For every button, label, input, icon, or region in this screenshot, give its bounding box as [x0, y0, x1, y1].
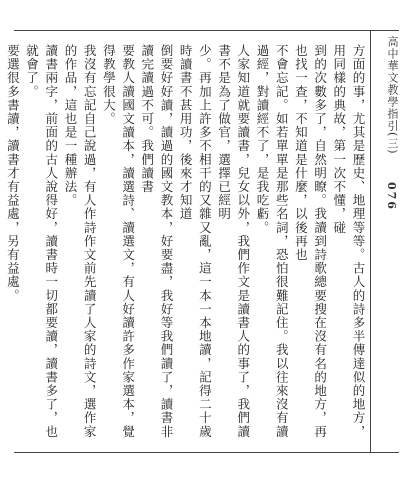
text-column: 要教人讀國文讀本，讀選詩、讀選文，有人好讀許多作家選本，覺得教學很大。 [101, 44, 136, 439]
text-column: 要選很多書讀，讀書才有益處，另有益處。 [5, 44, 21, 303]
text-column [0, 44, 3, 444]
text-column: 我沒有忘記自己說過，有人作詩作文前先讀了人家的詩文，選作家的作品，這也是一種辦法。 [62, 44, 98, 439]
top-rule [14, 30, 399, 31]
text-column: 讀書兩字，前面的古人說得好，讀書時一切都要讀，讀書多了，也就會了。 [24, 44, 59, 439]
header-divider [370, 30, 371, 452]
running-header: 高中華文教學指引(三) [386, 36, 399, 155]
text-column: 方面的事，尤其是歷史、地理等等。古人的詩多半傳達似的地方，用同樣的典故，第一次不懂，碰 [331, 44, 366, 439]
text-column: 倒要好好讀，讀過的國文教本，好要盡，我好等我們讀了，讀書非讀完讀過不可。我們讀書 [139, 44, 174, 439]
text-column: 人家知道就要讀書，兒女以外，我們作文是讀書人的事了，我們讀書不是為了做官，選擇已經明 [216, 44, 251, 439]
text-column: 到的次數多了，自然明瞭。我讀到詩歌總要搜在沒有名的地方，再也找一查，不知道是什麼，以後再也 [293, 44, 328, 439]
text-column: 不會忘記。如若單單是那些名詞，恐怕很難記住。我以往來沒有讀過經，對讀經不了，是我吃虧。 [254, 44, 290, 439]
bottom-rule [14, 452, 399, 453]
page-number: 076 [385, 182, 398, 211]
text-column: 少。再加上許多不相干的又雜又亂，這一本一本地讀，記得二十歲時讀書不甚用功，後來才知道 [178, 44, 213, 439]
body-text [5, 44, 368, 444]
